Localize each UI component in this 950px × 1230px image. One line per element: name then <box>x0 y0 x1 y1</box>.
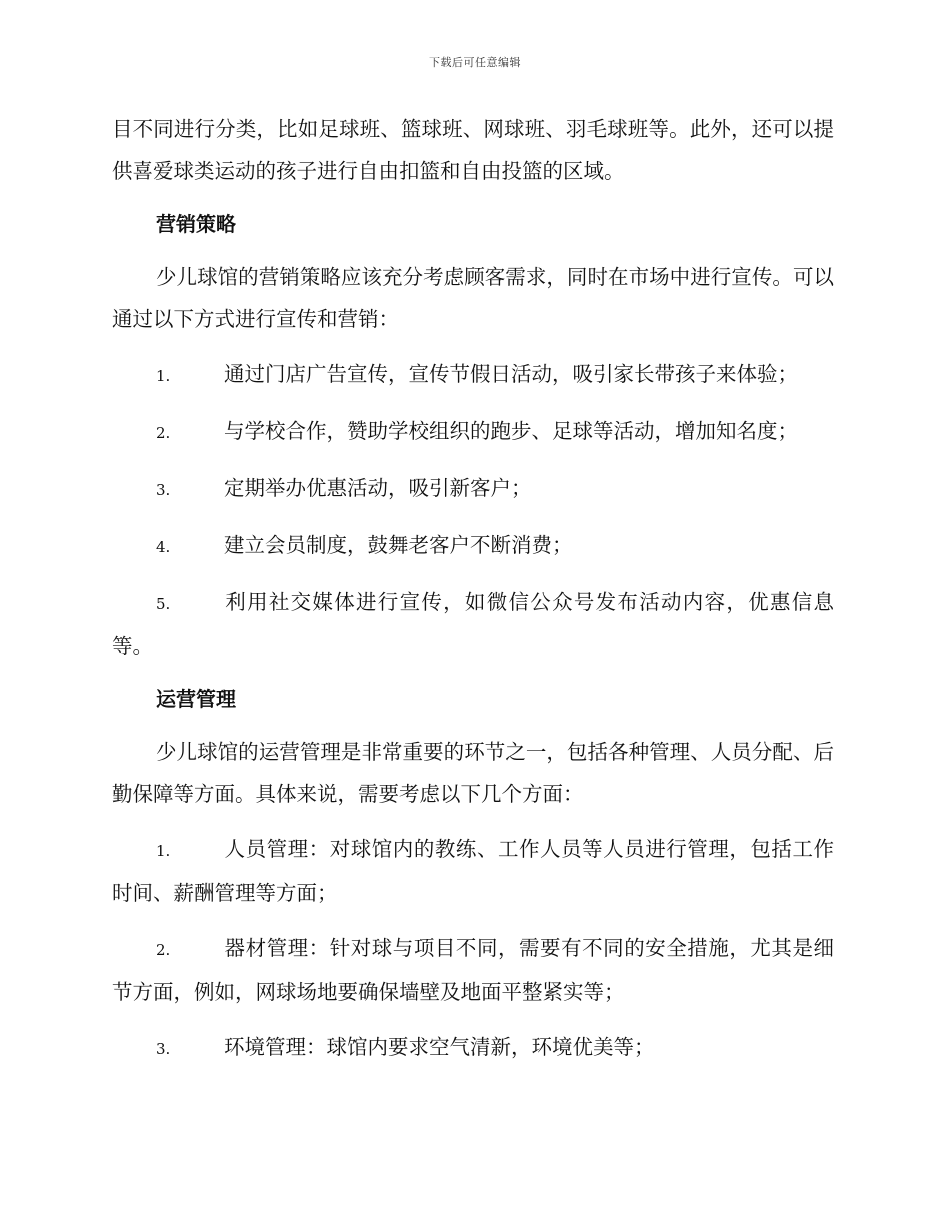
list-text: 人员管理：对球馆内的教练、工作人员等人员进行管理，包括工作时间、薪酬管理等方面； <box>112 837 834 905</box>
list-item <box>112 828 834 914</box>
marketing-list <box>112 353 834 667</box>
list-item <box>112 1026 834 1070</box>
list-item <box>112 467 834 511</box>
list-item <box>112 927 834 1013</box>
list-number: 5. <box>156 595 171 613</box>
list-text: 与学校合作，赞助学校组织的跑步、足球等活动，增加知名度； <box>224 419 798 443</box>
list-item <box>112 410 834 454</box>
list-number: 3. <box>156 1040 171 1058</box>
section-heading-marketing: 营销策略 <box>156 212 236 236</box>
list-number: 2. <box>156 941 171 959</box>
marketing-paragraph: 少儿球馆的营销策略应该充分考虑顾客需求，同时在市场中进行宣传。可以通过以下方式进行宣传和营销： <box>112 265 834 331</box>
intro-continuation-paragraph: 目不同进行分类，比如足球班、篮球班、网球班、羽毛球班等。此外，还可以提供喜爱球类运动的孩子进行自由扣篮和自由投篮的区域。 <box>112 117 834 183</box>
list-number: 3. <box>156 481 171 499</box>
list-text: 通过门店广告宣传，宣传节假日活动，吸引家长带孩子来体验； <box>224 362 798 386</box>
list-number: 2. <box>156 424 171 442</box>
page-header-note: 下载后可任意编辑 <box>429 56 521 69</box>
operations-paragraph: 少儿球馆的运营管理是非常重要的环节之一，包括各种管理、人员分配、后勤保障等方面。具体来说，需要考虑以下几个方面： <box>112 740 834 806</box>
list-number: 1. <box>156 367 171 385</box>
list-text: 环境管理：球馆内要求空气清新，环境优美等； <box>224 1035 655 1059</box>
list-item <box>112 524 834 568</box>
list-text: 利用社交媒体进行宣传，如微信公众号发布活动内容，优惠信息等。 <box>112 590 834 658</box>
list-number: 4. <box>156 538 171 556</box>
list-item <box>112 353 834 397</box>
list-number: 1. <box>156 842 171 860</box>
document-body <box>112 108 834 1070</box>
list-item <box>112 581 834 667</box>
list-text: 器材管理：针对球与项目不同，需要有不同的安全措施，尤其是细节方面，例如，网球场地要确保墙壁及地面平整紧实等； <box>112 936 834 1004</box>
list-text: 定期举办优惠活动，吸引新客户； <box>224 476 532 500</box>
list-text: 建立会员制度，鼓舞老客户不断消费； <box>224 533 573 557</box>
operations-list <box>112 828 834 1070</box>
section-heading-operations: 运营管理 <box>156 687 236 711</box>
